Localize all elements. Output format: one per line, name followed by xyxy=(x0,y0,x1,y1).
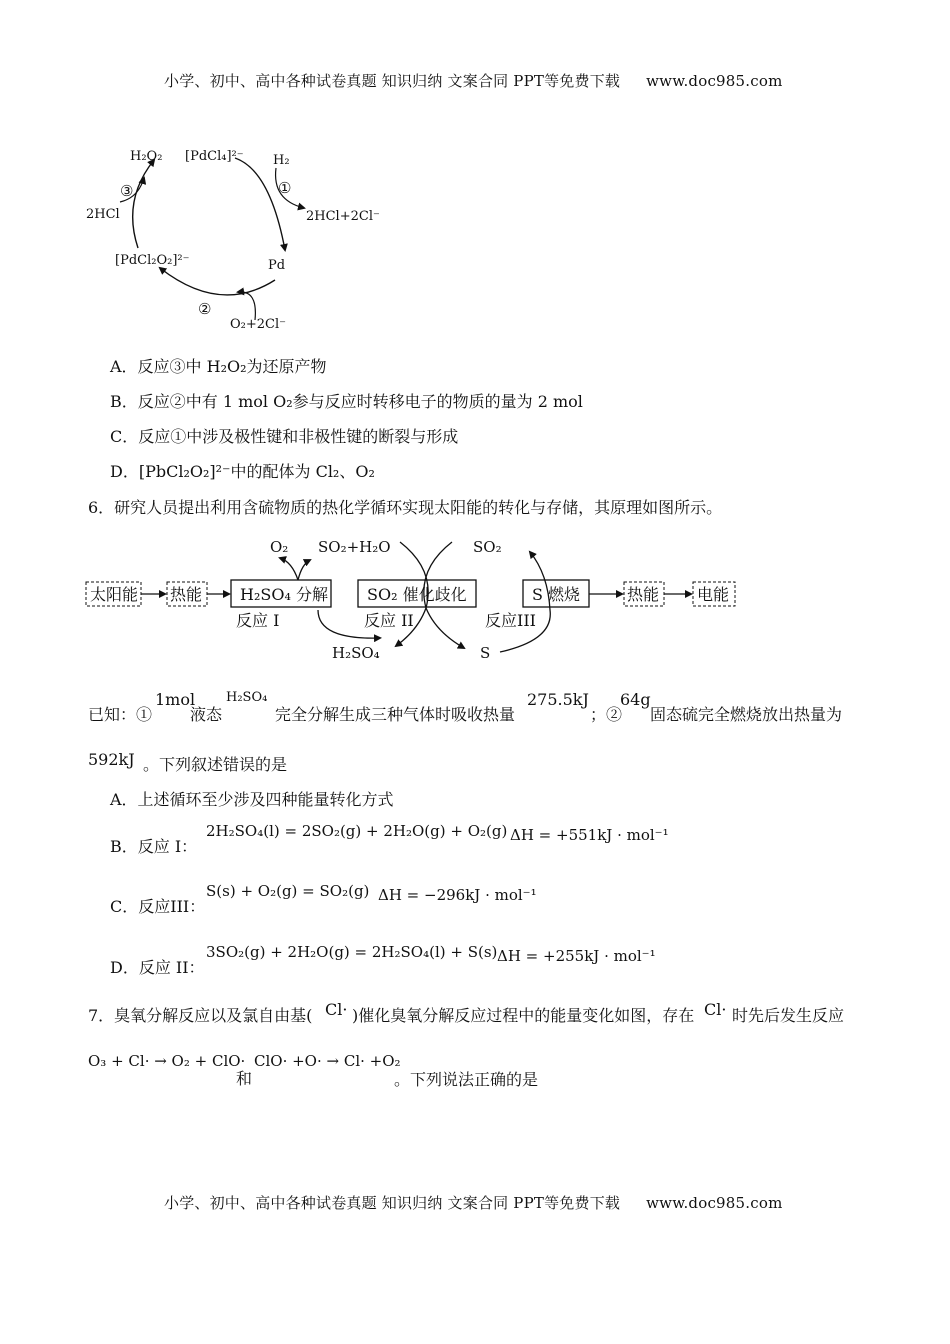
label-heat2: 热能 xyxy=(627,585,660,604)
cycle-arc-2 xyxy=(160,268,275,295)
label-box2: SO₂ 催化歧化 xyxy=(367,585,467,604)
sulfur-cycle-diagram xyxy=(80,530,760,665)
q6-option-c-dh: ΔH = −296kJ · mol⁻¹ xyxy=(378,886,537,904)
label-r2: 反应 II xyxy=(364,611,414,630)
label-heat1: 热能 xyxy=(170,585,203,604)
q5-option-a: A．反应③中 H₂O₂为还原产物 xyxy=(110,357,327,376)
q7-end: 。下列说法正确的是 xyxy=(394,1070,539,1089)
label-pd: Pd xyxy=(268,258,286,273)
label-step2: ② xyxy=(198,300,212,318)
q6-known-heat2: 592kJ xyxy=(88,750,135,769)
cycle-arc-3 xyxy=(133,160,154,248)
label-pdcl4: [PdCl₄]²⁻ xyxy=(185,149,244,164)
label-r1: 反应 I xyxy=(236,611,280,630)
q6-option-b-label: B．反应 I： xyxy=(110,837,198,856)
q6-known-amt1: 1mol xyxy=(155,690,196,709)
q7-and: 和 xyxy=(236,1069,253,1088)
q7-eq1: O₃ + Cl· → O₂ + ClO· xyxy=(88,1052,246,1070)
header-site: www.doc985.com xyxy=(646,72,783,90)
q7-stem-c: 时先后发生反应 xyxy=(732,1006,845,1025)
page-footer xyxy=(164,1192,783,1213)
q7-eq2: ClO· +O· → Cl· +O₂ xyxy=(254,1052,401,1070)
label-pdcl2o2: [PdCl₂O₂]²⁻ xyxy=(115,253,190,268)
q6-option-d-dh: ΔH = +255kJ · mol⁻¹ xyxy=(497,947,656,965)
label-s: S xyxy=(480,644,491,662)
q6-known-state1: 液态 xyxy=(190,705,223,724)
q6-known-heat1: 275.5kJ xyxy=(527,690,589,709)
label-react3: 2HCl xyxy=(86,207,120,222)
q6-known-sub1: H₂SO₄ xyxy=(226,690,268,705)
pd-cycle-diagram xyxy=(80,140,400,340)
q6-option-a: A．上述循环至少涉及四种能量转化方式 xyxy=(110,790,394,809)
label-h2: H₂ xyxy=(273,153,290,168)
q5-option-d: D．[PbCl₂O₂]²⁻中的配体为 Cl₂、O₂ xyxy=(110,462,375,481)
label-react2: O₂+2Cl⁻ xyxy=(230,317,286,332)
q7-stem-a: 7．臭氧分解反应以及氯自由基( xyxy=(88,1006,313,1025)
label-box3: S 燃烧 xyxy=(532,585,581,604)
q6-known-text1: 完全分解生成三种气体时吸收热量 xyxy=(275,705,516,724)
q6-option-d-eq: 3SO₂(g) + 2H₂O(g) = 2H₂SO₄(l) + S(s) xyxy=(206,943,498,961)
q6-option-b-dh: ΔH = +551kJ · mol⁻¹ xyxy=(510,826,669,844)
label-box1: H₂SO₄ 分解 xyxy=(240,585,328,604)
q6-known-prefix: 已知：① xyxy=(88,705,153,724)
label-so2h2o: SO₂+H₂O xyxy=(318,538,391,556)
q5-option-c: C．反应①中涉及极性键和非极性键的断裂与形成 xyxy=(110,427,459,446)
q6-option-b-eq: 2H₂SO₄(l) = 2SO₂(g) + 2H₂O(g) + O₂(g) xyxy=(206,822,508,840)
q6-known-amt2: 64g xyxy=(620,690,651,709)
q6-option-c-label: C．反应III： xyxy=(110,897,206,916)
label-h2o2: H₂O₂ xyxy=(130,149,163,164)
side-arrow-2 xyxy=(238,292,255,320)
q7-cl2: Cl· xyxy=(704,1000,727,1019)
label-so2: SO₂ xyxy=(473,538,502,556)
q6-known-text3: 。下列叙述错误的是 xyxy=(143,755,288,774)
q6-known-text2: 固态硫完全燃烧放出热量为 xyxy=(650,705,843,724)
label-prod1: 2HCl+2Cl⁻ xyxy=(306,209,380,224)
label-r3: 反应III xyxy=(485,611,536,630)
q6-option-d-label: D．反应 II： xyxy=(110,958,205,977)
cycle-arc-1 xyxy=(235,158,285,250)
q5-option-b: B．反应②中有 1 mol O₂参与反应时转移电子的物质的量为 2 mol xyxy=(110,392,583,411)
label-elec: 电能 xyxy=(697,585,730,604)
label-o2: O₂ xyxy=(270,538,289,556)
q6-stem: 6．研究人员提出利用含硫物质的热化学循环实现太阳能的转化与存储，其原理如图所示。 xyxy=(88,498,723,517)
q7-cl: Cl· xyxy=(325,1000,348,1019)
page-header xyxy=(164,70,783,91)
q6-option-c-eq: S(s) + O₂(g) = SO₂(g) xyxy=(206,882,370,900)
label-step3: ③ xyxy=(120,182,134,200)
label-step1: ① xyxy=(278,179,292,197)
footer-site: www.doc985.com xyxy=(646,1194,783,1212)
q7-stem-b: )催化臭氧分解反应过程中的能量变化如图，存在 xyxy=(352,1006,695,1025)
label-solar: 太阳能 xyxy=(90,585,139,604)
footer-text: 小学、初中、高中各种试卷真题 知识归纳 文案合同 PPT等免费下载 xyxy=(164,1194,621,1212)
q6-known-sep: ；② xyxy=(590,705,623,724)
label-h2so4: H₂SO₄ xyxy=(332,644,380,662)
header-text: 小学、初中、高中各种试卷真题 知识归纳 文案合同 PPT等免费下载 xyxy=(164,72,621,90)
